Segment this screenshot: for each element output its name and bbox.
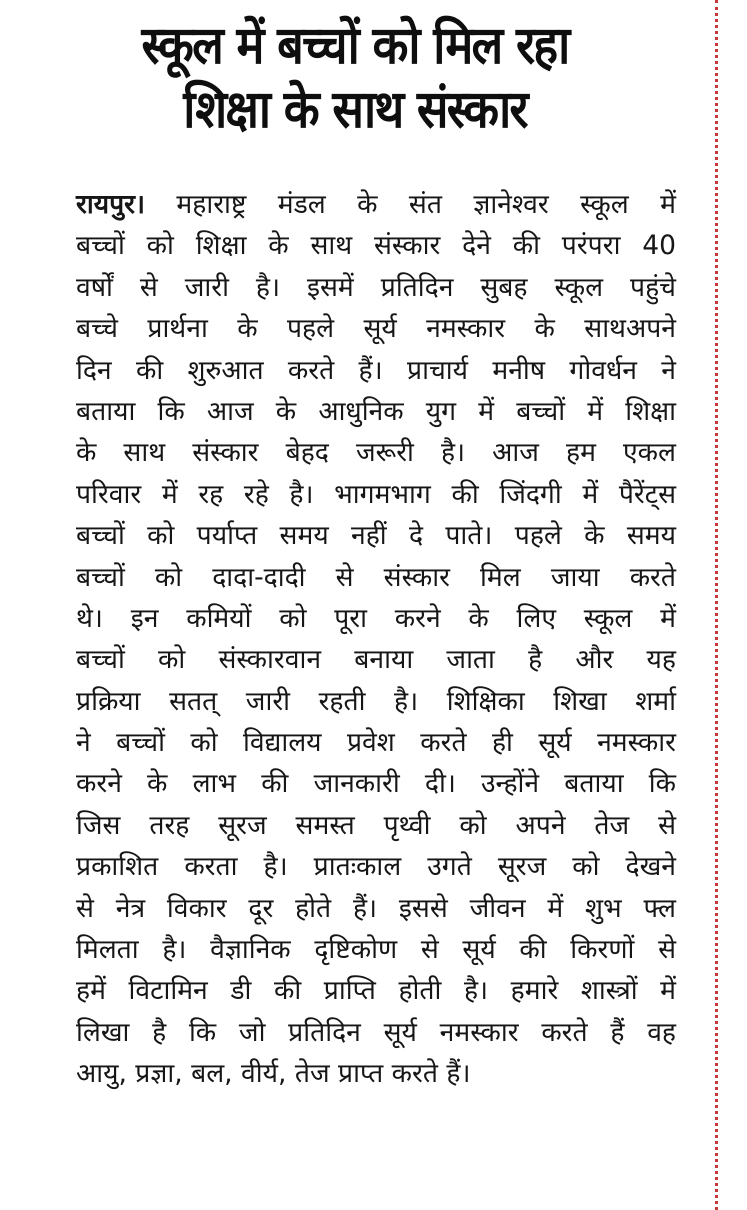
article-line: मिलता है। वैज्ञानिक दृष्टिकोण से सूर्य की किरणों से — [76, 934, 676, 966]
dotted-cut-line — [715, 0, 718, 1210]
article-line: करने के लाभ की जानकारी दी। उन्होंने बताया कि — [76, 768, 676, 800]
article-line: बताया कि आज के आधुनिक युग में बच्चों में शिक्षा — [76, 395, 676, 427]
article-body — [76, 184, 676, 1095]
headline-line-1: स्कूल में बच्चों को मिल रहा — [141, 16, 569, 76]
article-line: हमें विटामिन डी की प्राप्ति होती है। हमारे शास्त्रों में — [76, 975, 676, 1007]
article-line-text: महाराष्ट्र मंडल के संत ज्ञानेश्वर स्कूल में — [145, 189, 676, 220]
article-line: आयु, प्रज्ञा, बल, वीर्य, तेज प्राप्त करते हैं। — [76, 1058, 471, 1090]
article-line: परिवार में रह रहे है। भागमभाग की जिंदगी में पैरेंट्स — [76, 478, 676, 510]
article-line: के साथ संस्कार बेहद जरूरी है। आज हम एकल — [76, 437, 676, 469]
article-line: वर्षों से जारी है। इसमें प्रतिदिन सुबह स्कूल पहुंचे — [76, 271, 676, 303]
article-line: प्रकाशित करता है। प्रातःकाल उगते सूरज को देखने — [76, 851, 676, 883]
article-line: थे। इन कमियों को पूरा करने के लिए स्कूल में — [76, 602, 676, 634]
article-line: लिखा है कि जो प्रतिदिन सूर्य नमस्कार करते हैं वह — [76, 1016, 676, 1048]
article-line: से नेत्र विकार दूर होते हैं। इससे जीवन में शुभ फ्ल — [76, 892, 676, 924]
article-line — [76, 184, 676, 225]
article-line: दिन की शुरुआत करते हैं। प्राचार्य मनीष गोवर्धन ने — [76, 354, 676, 386]
article-line: बच्चों को पर्याप्त समय नहीं दे पाते। पहले के समय — [76, 520, 676, 552]
article-line: बच्चों को संस्कारवान बनाया जाता है और यह — [76, 644, 676, 676]
headline — [54, 14, 657, 142]
article-line: बच्चे प्रार्थना के पहले सूर्य नमस्कार के साथअपने — [76, 313, 676, 345]
article-line: जिस तरह सूरज समस्त पृथ्वी को अपने तेज से — [76, 809, 676, 841]
article-line: प्रक्रिया सतत् जारी रहती है। शिक्षिका शिखा शर्मा — [76, 685, 676, 717]
article-line: बच्चों को दादा-दादी से संस्कार मिल जाया करते — [76, 561, 676, 593]
headline-line-2: शिक्षा के साथ संस्कार — [183, 80, 527, 140]
article-line: बच्चों को शिक्षा के साथ संस्कार देने की परंपरा 40 — [76, 230, 676, 262]
article-line: ने बच्चों को विद्यालय प्रवेश करते ही सूर्य नमस्कार — [76, 727, 676, 759]
dateline: रायपुर। — [76, 189, 146, 220]
